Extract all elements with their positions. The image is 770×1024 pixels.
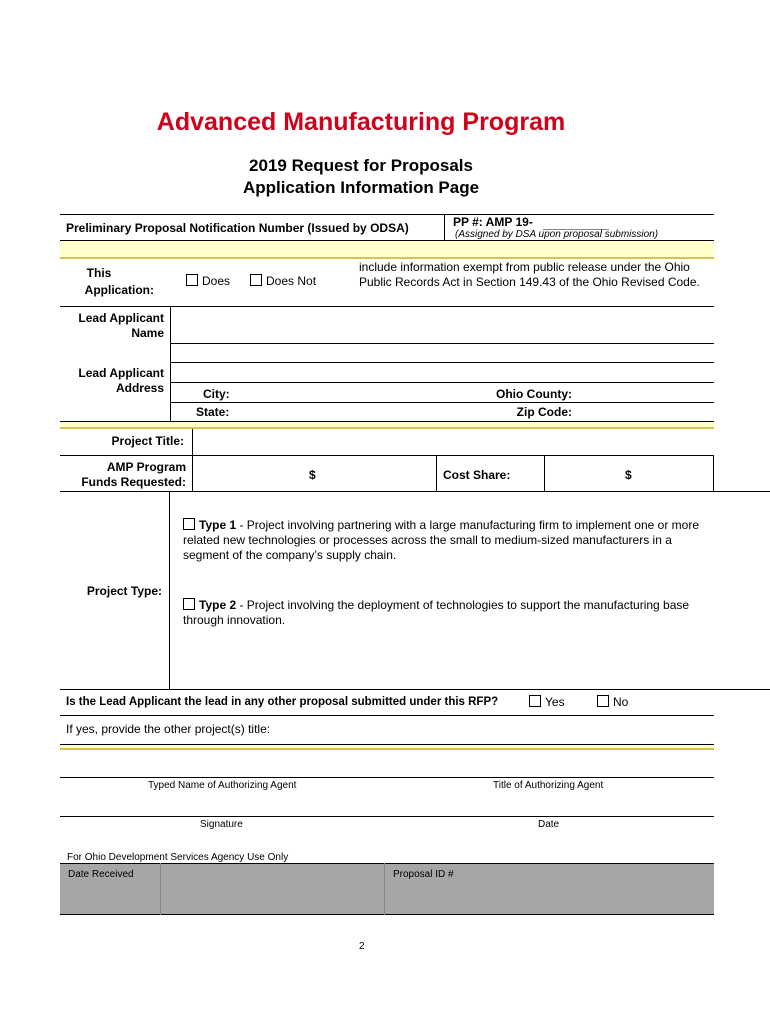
- no-label: No: [613, 695, 629, 709]
- signature-input[interactable]: [60, 795, 714, 815]
- divider: [160, 863, 161, 915]
- lead-name-label-2: Name: [131, 326, 164, 340]
- office-use-box: [60, 863, 714, 915]
- zip-label: Zip Code:: [516, 405, 572, 419]
- city-label: City:: [203, 387, 230, 401]
- type-2-checkbox[interactable]: [183, 598, 195, 610]
- date-label: Date: [538, 819, 560, 830]
- state-input[interactable]: [236, 404, 486, 420]
- rule: [60, 863, 714, 864]
- county-label: Ohio County:: [496, 387, 572, 401]
- type-1-description: - Project involving partnering with a large manufacturing firm to implement one or more related new technologies or processes across the small to medium-sized manufacturers in a segment of the company’s supply chain.: [183, 518, 699, 562]
- signature-rule: [60, 777, 714, 778]
- office-use-heading: For Ohio Development Services Agency Use Only: [67, 852, 289, 863]
- rule: [170, 382, 714, 383]
- lead-name-input[interactable]: [171, 307, 713, 343]
- type-2-description: - Project involving the deployment of technologies to support the manufacturing base through innovation.: [183, 598, 690, 627]
- option-does[interactable]: [186, 274, 230, 289]
- rule: [60, 914, 714, 915]
- lead-name-label-1: Lead Applicant: [78, 311, 164, 325]
- other-project-title-input[interactable]: [290, 718, 710, 744]
- divider: [713, 455, 714, 491]
- cost-share-currency: $: [625, 468, 632, 482]
- lead-address-label-1: Lead Applicant: [78, 366, 164, 380]
- does-not-label: Does Not: [266, 274, 317, 288]
- exemption-statement: include information exempt from public release under the Ohio Public Records Act in Section 149.43 of the Ohio Revised Code.: [359, 260, 700, 289]
- rule-top: [60, 214, 714, 215]
- option-yes[interactable]: [529, 695, 565, 710]
- authorizing-agent-name-input[interactable]: [60, 756, 714, 776]
- rule: [60, 715, 714, 716]
- signature-rule: [60, 816, 714, 817]
- page-number: 2: [359, 941, 365, 952]
- type-1-option[interactable]: [183, 518, 708, 563]
- funds-label-1: AMP Program: [106, 460, 186, 474]
- page-subtitle-info: Application Information Page: [242, 178, 480, 197]
- pp-number-label: Preliminary Proposal Notification Number (Issued by ODSA): [66, 221, 409, 235]
- yellow-rule: [60, 257, 714, 259]
- other-proposal-question: Is the Lead Applicant the lead in any other proposal submitted under this RFP?: [66, 696, 499, 708]
- yellow-rule: [60, 427, 714, 429]
- page-subtitle-rfp: 2019 Request for Proposals: [249, 156, 473, 175]
- application-label-1: This: [86, 266, 112, 280]
- type-1-checkbox[interactable]: [183, 518, 195, 530]
- lead-address-label-2: Address: [115, 381, 164, 395]
- rule: [60, 491, 770, 492]
- project-title-input[interactable]: [193, 430, 713, 455]
- divider: [384, 863, 385, 915]
- cost-share-label: Cost Share:: [443, 468, 511, 482]
- rule: [60, 689, 770, 690]
- divider: [444, 214, 445, 240]
- signature-label: Signature: [200, 819, 243, 830]
- typed-name-label: Typed Name of Authorizing Agent: [148, 780, 297, 791]
- page-title: Advanced Manufacturing Program: [156, 108, 566, 136]
- yellow-rule: [60, 748, 714, 750]
- zip-input[interactable]: [576, 404, 712, 420]
- cost-share-input[interactable]: [640, 458, 710, 490]
- pp-number-note: (Assigned by DSA upon proposal submission): [455, 229, 659, 240]
- type-1-name: Type 1: [199, 518, 237, 532]
- option-no[interactable]: [597, 695, 628, 710]
- does-label: Does: [202, 274, 231, 288]
- no-checkbox[interactable]: [597, 695, 609, 707]
- funds-currency: $: [309, 468, 316, 482]
- funds-requested-input[interactable]: [322, 458, 432, 490]
- yes-label: Yes: [545, 695, 565, 709]
- project-type-label: Project Type:: [86, 584, 162, 598]
- divider: [436, 455, 437, 491]
- funds-label-2: Funds Requested:: [81, 475, 186, 489]
- address-line-1-input[interactable]: [171, 344, 713, 362]
- address-line-2-input[interactable]: [171, 363, 713, 381]
- pp-number-prefix: PP #: AMP 19-: [453, 215, 533, 229]
- application-label-2: Application:: [84, 283, 154, 297]
- does-checkbox[interactable]: [186, 274, 198, 286]
- city-input[interactable]: [236, 385, 486, 401]
- state-label: State:: [196, 405, 230, 419]
- yes-checkbox[interactable]: [529, 695, 541, 707]
- rule: [170, 402, 714, 403]
- divider: [544, 455, 545, 491]
- agent-title-label: Title of Authorizing Agent: [493, 780, 604, 791]
- does-not-checkbox[interactable]: [250, 274, 262, 286]
- type-2-option[interactable]: [183, 598, 708, 628]
- type-2-name: Type 2: [199, 598, 237, 612]
- option-does-not[interactable]: [250, 274, 316, 289]
- rule: [60, 455, 714, 456]
- other-project-title-label: If yes, provide the other project(s) title:: [66, 722, 271, 736]
- project-title-label: Project Title:: [111, 434, 184, 448]
- highlight-band: [60, 241, 714, 257]
- county-input[interactable]: [576, 385, 712, 401]
- proposal-id-label: Proposal ID #: [393, 869, 454, 880]
- date-received-label: Date Received: [68, 869, 134, 880]
- divider: [169, 491, 170, 689]
